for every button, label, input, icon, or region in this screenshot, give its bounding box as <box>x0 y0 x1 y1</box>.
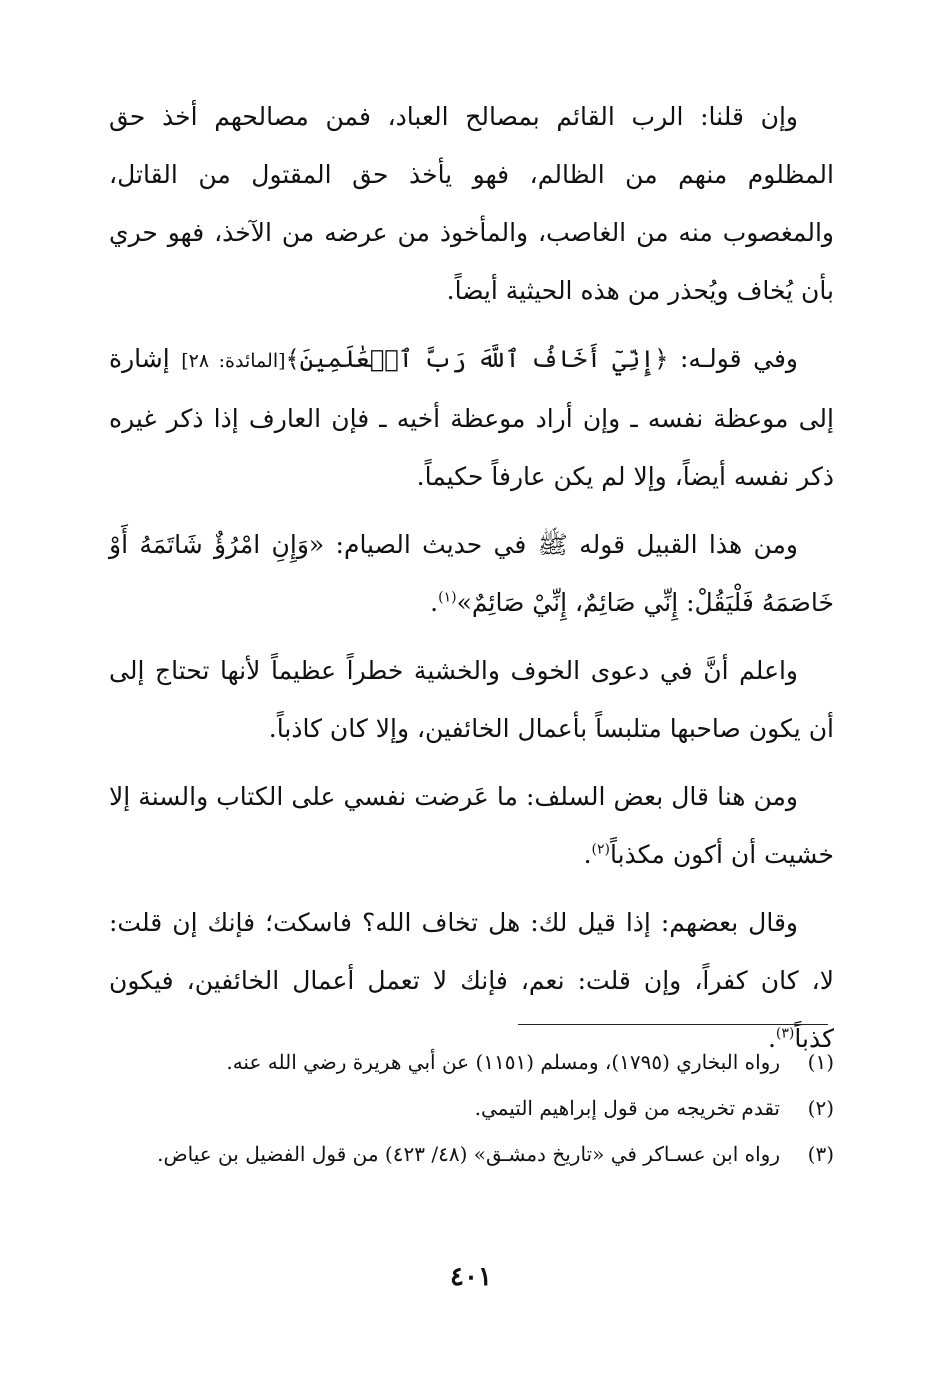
paragraph-text: ومن هذا القبيل قوله ﷺ في حديث الصيام: «وَإِنِ امْرُؤٌ شَاتَمَهُ أَوْ خَاصَمَهُ فَلْيَقُلْ: إِنِّي صَائِمٌ، إِنِّيْ صَائِمٌ» <box>109 530 834 617</box>
paragraph-4 <box>109 642 834 758</box>
quran-verse: ﴿إِنِّيٓ أَخَافُ ٱللَّهَ رَبَّ ٱلۡعَٰلَمِينَ﴾ <box>285 345 669 373</box>
paragraph-text: وقال بعضهم: إذا قيل لك: هل تخاف الله؟ فاسكت؛ فإنك إن قلت: لا، كان كفراً، وإن قلت: نعم، فإنك لا تعمل أعمال الخائفين، فيكون كذباً <box>109 908 834 1053</box>
verse-reference: [المائدة: ٢٨] <box>181 350 286 372</box>
footnote-marker[interactable]: (١) <box>438 589 457 606</box>
paragraph-end: . <box>430 588 439 617</box>
paragraph-end: . <box>767 1024 776 1053</box>
footnote-1 <box>109 1040 834 1084</box>
footnote-marker[interactable]: (٢) <box>591 841 610 858</box>
footnote-number: (٣) <box>807 1142 834 1166</box>
paragraph-text: واعلم أنَّ في دعوى الخوف والخشية خطراً عظيماً لأنها تحتاج إلى أن يكون صاحبها متلبساً بأعمال الخائفين، وإلا كان كاذباً. <box>109 656 834 743</box>
paragraph-text: ومن هنا قال بعض السلف: ما عَرضت نفسي على الكتاب والسنة إلا خشيت أن أكون مكذباً <box>109 782 834 869</box>
paragraph-text: وإن قلنا: الرب القائم بمصالح العباد، فمن مصالحهم أخذ حق المظلوم منهم من الظالم، فهو يأخذ حق المقتول من القاتل، والمغصوب منه من الغاصب، والمأخوذ من عرضه من الآخذ، فهو حري بأن يُخاف ويُحذر من هذه الحيثية أيضاً. <box>109 102 834 305</box>
footnote-divider <box>518 1024 828 1025</box>
paragraph-text-before-verse: وفي قولـه: <box>668 344 798 373</box>
paragraph-5 <box>109 768 834 884</box>
footnote-marker[interactable]: (٣) <box>775 1025 795 1042</box>
footnote-number: (٢) <box>807 1096 834 1120</box>
footnote-text: تقدم تخريجه من قول إبراهيم التيمي. <box>474 1096 780 1120</box>
paragraph-3 <box>109 516 834 632</box>
footnote-number: (١) <box>807 1050 834 1074</box>
paragraph-2 <box>109 330 834 506</box>
main-text <box>109 88 834 1078</box>
paragraph-text-after-verse: إشارة إلى موعظة نفسه ـ وإن أراد موعظة أخيه ـ فإن العارف إذا ذكر غيره ذكر نفسه أيضاً، وإلا لم يكن عارفاً حكيماً. <box>109 344 834 491</box>
footnotes <box>109 1040 834 1178</box>
paragraph-1 <box>109 88 834 320</box>
footnote-text: رواه البخاري (١٧٩٥)، ومسلم (١١٥١) عن أبي هريرة رضي الله عنه. <box>226 1050 780 1074</box>
footnote-3 <box>109 1132 834 1176</box>
page-number: ٤٠١ <box>450 1262 492 1292</box>
paragraph-end: . <box>583 840 592 869</box>
footnote-2 <box>109 1086 834 1130</box>
footnote-text: رواه ابن عسـاكر في «تاريخ دمشـق» (٤٨/ ٤٢٣) من قول الفضيل بن عياض. <box>157 1142 780 1166</box>
